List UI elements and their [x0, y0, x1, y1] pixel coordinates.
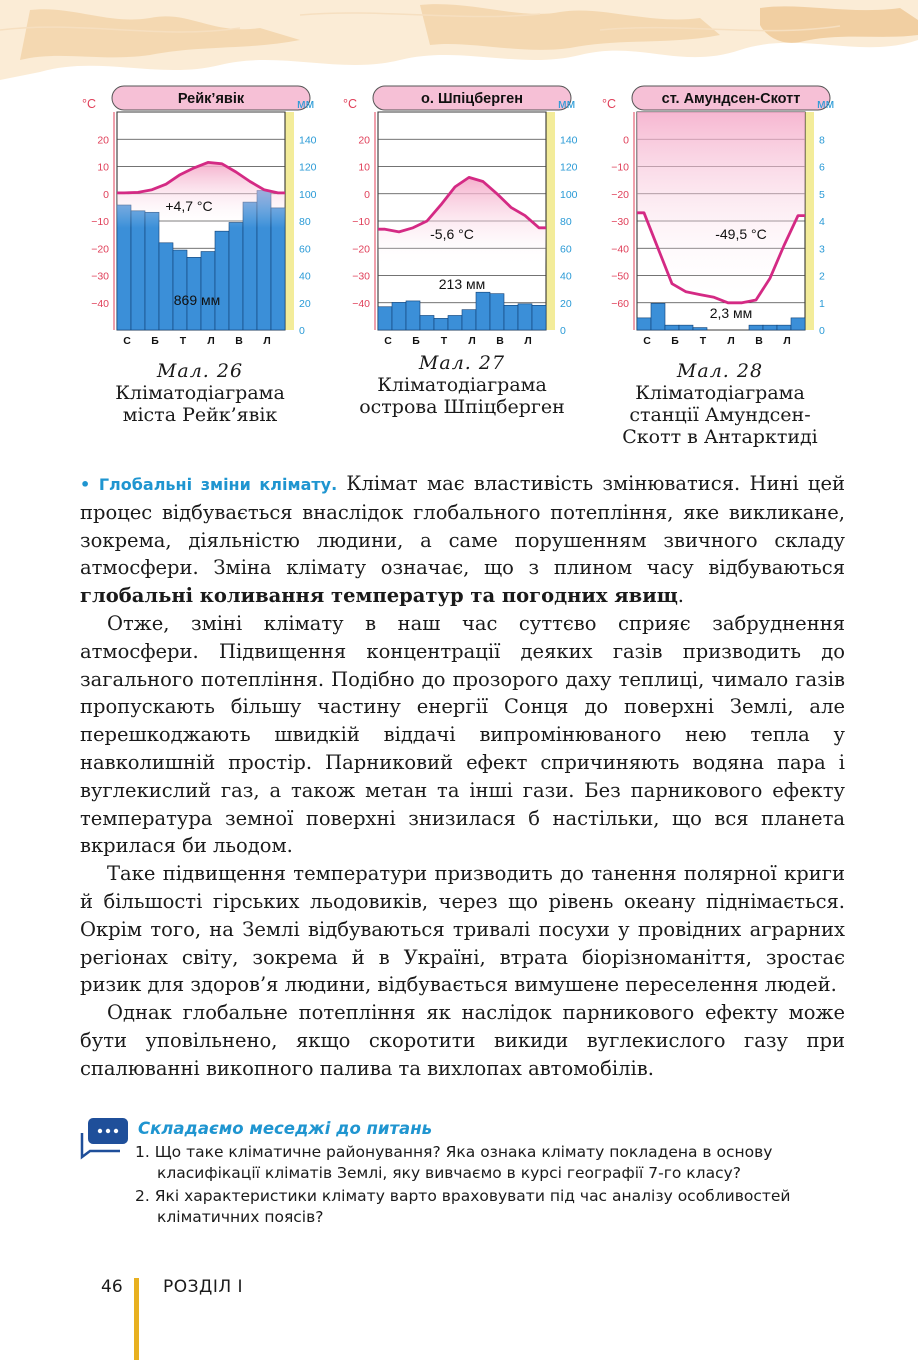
precip-tick-label: 100	[299, 188, 317, 201]
month-label: В	[755, 335, 763, 347]
month-label: Л	[468, 335, 476, 347]
caption-line: Кліматодіаграма	[377, 374, 547, 396]
chart-svg	[600, 84, 862, 346]
chart-svg	[341, 84, 603, 346]
precip-tick-label: 8	[819, 134, 825, 147]
paragraph	[80, 470, 845, 610]
temp-tick-label: −20	[352, 243, 370, 256]
precip-bar	[763, 325, 777, 330]
month-label: С	[643, 335, 651, 347]
precip-axis-band	[805, 112, 814, 330]
month-label: Б	[671, 335, 679, 347]
precip-tick-label: 5	[819, 188, 825, 201]
precip-tick-label: 1	[819, 297, 825, 310]
temp-unit-label: °C	[602, 97, 617, 111]
precip-bar	[201, 252, 215, 330]
caption-line: міста Рейк’явік	[122, 404, 278, 426]
figure-number: Мал. 27	[418, 352, 506, 374]
temp-unit-label: °C	[82, 97, 97, 111]
temp-tick-label: 0	[623, 134, 629, 147]
question-item: 1. Що таке кліматичне районування? Яка ознака клімату покладена в основу класифікації кліматів Землі, яку вивчаємо в курсі географії 7-го класу?	[135, 1143, 773, 1182]
precip-bar	[791, 318, 805, 330]
month-label: Л	[727, 335, 735, 347]
annual-precip-label: 2,3 мм	[709, 305, 753, 321]
caption-line: Кліматодіаграма	[115, 382, 285, 404]
month-label: Т	[440, 335, 448, 347]
annual-temp-label: -5,6 °C	[430, 226, 474, 242]
figure-number: Мал. 26	[156, 360, 244, 382]
precip-tick-label: 140	[299, 134, 317, 147]
precip-bar	[749, 325, 763, 330]
precip-tick-label: 140	[560, 134, 578, 147]
temp-tick-label: −60	[611, 297, 629, 310]
caption-line: станції Амундсен-	[629, 404, 811, 426]
temp-tick-label: −20	[91, 243, 109, 256]
precip-tick-label: 60	[560, 243, 572, 256]
precip-bar	[378, 307, 392, 330]
page-number: 46	[101, 1277, 123, 1297]
precip-tick-label: 20	[299, 297, 311, 310]
precip-bar	[504, 305, 518, 330]
temp-tick-label: 0	[103, 188, 109, 201]
temp-tick-label: −40	[611, 243, 629, 256]
figure-number: Мал. 28	[676, 360, 764, 382]
precip-tick-label: 6	[819, 161, 825, 174]
temp-unit-label: °C	[343, 97, 358, 111]
temp-tick-label: 20	[97, 134, 109, 147]
month-label: С	[384, 335, 392, 347]
chart-title: Рейк’явік	[177, 91, 245, 107]
precip-bar	[392, 302, 406, 330]
chat-bubble-icon	[80, 1117, 132, 1161]
precip-bar	[665, 325, 679, 330]
precip-unit-label: мм	[297, 97, 315, 111]
month-label: Т	[699, 335, 707, 347]
temp-tick-label: −30	[352, 270, 370, 283]
month-label: Б	[412, 335, 420, 347]
precip-bar	[215, 231, 229, 330]
figure-caption-28	[610, 360, 830, 448]
caption-line: острова Шпіцберген	[359, 396, 565, 418]
precip-bar	[448, 315, 462, 330]
precip-tick-label: 0	[819, 325, 825, 337]
precip-tick-label: 4	[819, 216, 825, 228]
chart-svg	[80, 84, 342, 346]
precip-bar	[476, 292, 490, 330]
precip-tick-label: 0	[299, 325, 305, 337]
month-label: Л	[263, 335, 271, 347]
precip-tick-label: 120	[560, 161, 578, 174]
temp-tick-label: −40	[91, 297, 109, 310]
questions-list	[135, 1142, 847, 1230]
precip-bar	[159, 243, 173, 330]
precip-axis-band	[546, 112, 555, 330]
temp-tick-label: 0	[364, 188, 370, 201]
question-item: 2. Які характеристики клімату варто враховувати під час аналізу особливостей кліматичних поясів?	[135, 1187, 791, 1226]
precip-bar	[777, 325, 791, 330]
bold-term: глобальні коливання температур та погодних явищ	[80, 584, 678, 608]
precip-tick-label: 0	[560, 325, 566, 337]
precip-tick-label: 2	[819, 270, 825, 283]
precip-bar	[420, 315, 434, 330]
month-label: Б	[151, 335, 159, 347]
temp-tick-label: −30	[611, 216, 629, 228]
annual-temp-label: +4,7 °C	[165, 198, 213, 214]
background-map-image	[0, 0, 918, 90]
precip-bar	[462, 310, 476, 330]
section-lead: • Глобальні зміни клімату.	[80, 475, 338, 494]
month-label: Л	[524, 335, 532, 347]
annual-precip-label: 213 мм	[438, 276, 486, 292]
paragraph: Таке підвищення температури призводить до танення полярної криги й більшості гірських льодовиків, через що рівень океану піднімається. Окрім того, на Землі відбуваються тривалі посухи у провідних аграрних регіонах світу, зокрема й в Україні, втрата біорізноманіття, зростає ризик для здоров’я людини, відбувається вимушене переселення людей.	[80, 862, 845, 997]
chart-title: ст. Амундсен-Скотт	[661, 91, 801, 107]
month-label: В	[235, 335, 243, 347]
annual-precip-label: 869 мм	[173, 292, 221, 308]
precip-bar	[679, 325, 693, 330]
precip-bar	[518, 304, 532, 330]
temp-tick-label: −10	[352, 216, 370, 228]
precip-tick-label: 100	[560, 188, 578, 201]
precip-bar	[434, 318, 448, 330]
climate-chart-reykjavik	[80, 84, 342, 346]
precip-unit-label: мм	[558, 97, 576, 111]
precip-bar	[693, 328, 707, 330]
precip-tick-label: 60	[299, 243, 311, 256]
section-label: РОЗДІЛ І	[163, 1277, 244, 1297]
precip-tick-label: 3	[819, 243, 825, 256]
precip-bar	[131, 211, 145, 330]
climate-chart-spitsbergen	[341, 84, 603, 346]
temp-tick-label: −10	[91, 216, 109, 228]
month-label: Л	[207, 335, 215, 347]
chart-title: о. Шпіцберген	[421, 91, 523, 107]
precip-bar	[490, 294, 504, 330]
footer-divider	[134, 1278, 139, 1360]
precip-unit-label: мм	[817, 97, 835, 111]
paragraph-text: Клімат має властивість змінюватися. Нині цей процес відбувається внаслідок глобального потепління, яке викликане, зокрема, діяльністю людини, а саме порушенням звичного складу атмосфери. Зміна клімату означає, що з плином часу відбуваються	[80, 472, 845, 580]
month-label: Т	[179, 335, 187, 347]
month-label: С	[123, 335, 131, 347]
body-text	[80, 470, 845, 1083]
precip-tick-label: 40	[299, 270, 311, 283]
precip-tick-label: 80	[299, 216, 311, 228]
precip-tick-label: 40	[560, 270, 572, 283]
month-label: В	[496, 335, 504, 347]
precip-bar	[173, 250, 187, 330]
paragraph: Однак глобальне потепління як наслідок парникового ефекту може бути уповільнено, якщо скоротити викиди вуглекислого газу при спалюванні викопного палива та вихлопах автомобілів.	[80, 1001, 845, 1080]
month-label: Л	[783, 335, 791, 347]
temp-tick-label: −20	[611, 188, 629, 201]
annual-temp-label: -49,5 °C	[715, 226, 767, 242]
temp-tick-label: 20	[358, 134, 370, 147]
precip-tick-label: 120	[299, 161, 317, 174]
temp-tick-label: 10	[97, 161, 109, 174]
figure-caption-27	[342, 352, 582, 418]
caption-line: Кліматодіаграма	[635, 382, 805, 404]
precip-bar	[637, 318, 651, 330]
figure-caption-26	[90, 360, 310, 426]
caption-line: Скотт в Антарктиді	[622, 426, 818, 448]
climate-chart-amundsen-scott	[600, 84, 862, 346]
temp-tick-label: −30	[91, 270, 109, 283]
precip-tick-label: 80	[560, 216, 572, 228]
paragraph: Отже, зміні клімату в наш час суттєво сприяє забруднення атмосфери. Підвищення концентрації деяких газів призводить до загального потепління. Подібно до прозорого даху теплиці, чимало газів пропускають більшу частину енергії Сонця до поверхні Землі, але перешкоджають швидкій віддачі випромінюваного нею тепла у навколишній простір. Парниковий ефект спричиняють водяна пара і вуглекислий газ, а також метан та інші гази. Без парникового ефекту температура земної поверхні знизилася б настільки, що вся планета вкрилася би льодом.	[80, 611, 845, 858]
temp-tick-label: 10	[358, 161, 370, 174]
questions-title: Складаємо меседжі до питань	[138, 1119, 433, 1138]
precip-tick-label: 20	[560, 297, 572, 310]
temp-tick-label: −40	[352, 297, 370, 310]
precip-bar	[145, 212, 159, 330]
punctuation: .	[677, 584, 684, 608]
temp-tick-label: −10	[611, 161, 629, 174]
precip-bar	[532, 305, 546, 330]
precip-bar	[406, 301, 420, 330]
precip-bar	[229, 222, 243, 330]
temp-tick-label: −50	[611, 270, 629, 283]
precip-bar	[651, 303, 665, 330]
precip-axis-band	[285, 112, 294, 330]
